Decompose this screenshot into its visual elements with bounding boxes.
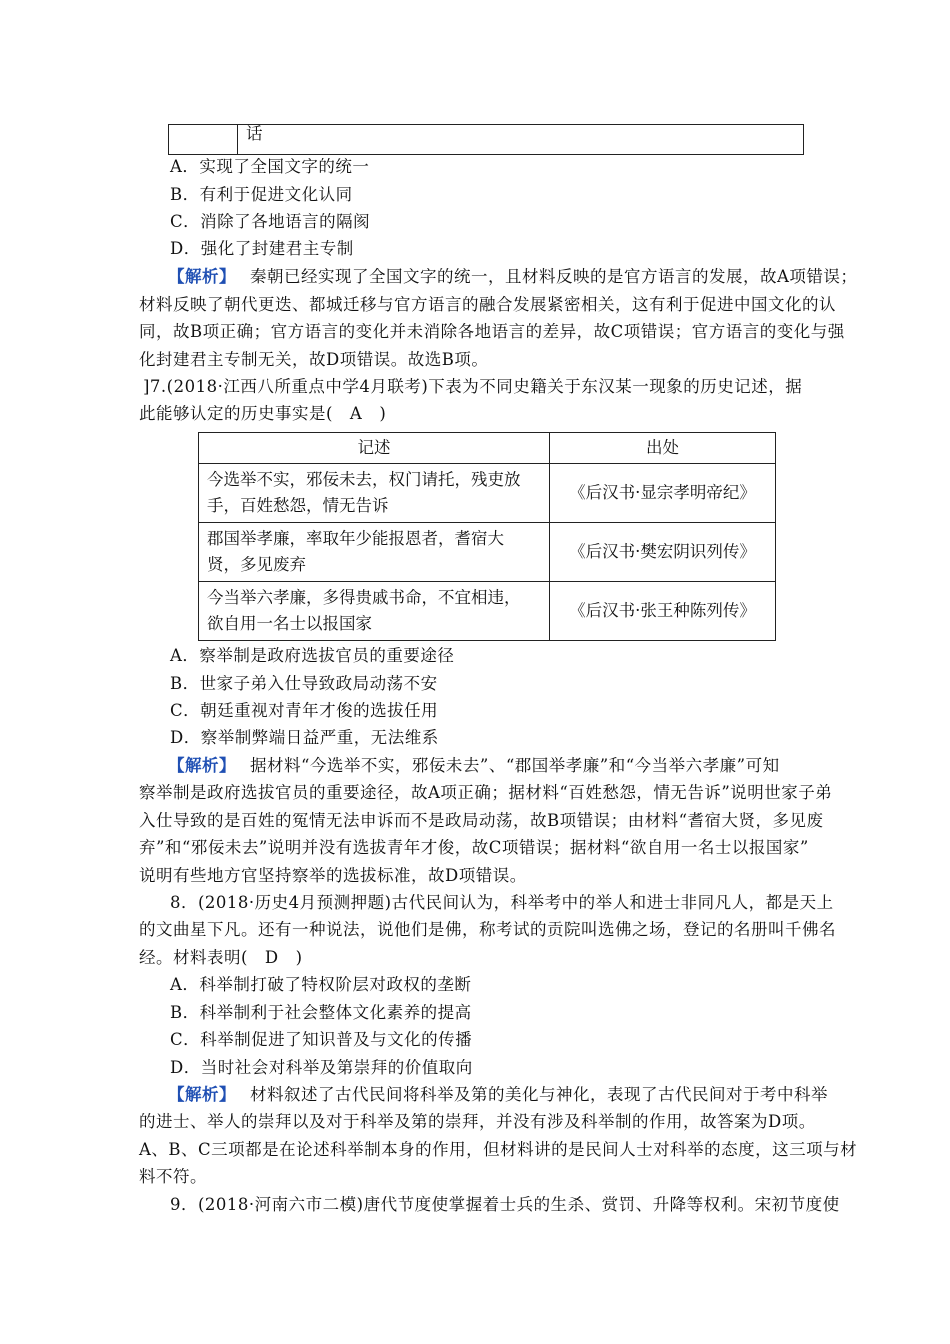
analysis-text: 材料叙述了古代民间将科举及第的美化与神化，表现了古代民间对于考中科举	[250, 1085, 828, 1104]
q7-analysis-line-4: 弃”和“邪佞未去”说明并没有选拔青年才俊，故C项错误；据材料“欲自用一名士以报国家”	[139, 838, 809, 857]
q7-option-a: A．察举制是政府选拔官员的重要途径	[170, 646, 455, 665]
q6-analysis-line-3: 同，故B项正确；官方语言的变化并未消除各地语言的差异，故C项错误；官方语言的变化与强	[139, 322, 845, 341]
q7-option-c: C．朝廷重视对青年才俊的选拔任用	[170, 701, 439, 720]
q7-option-d: D．察举制弊端日益严重，无法维系	[170, 728, 439, 747]
table-cell-source: 《后汉书·张王种陈列传》	[550, 582, 776, 641]
analysis-text: 据材料“今选举不实，邪佞未去”、“郡国举孝廉”和“今当举六孝廉”可知	[250, 756, 780, 775]
cell-line: 贤，多见废弃	[207, 555, 306, 574]
q6-option-d: D．强化了封建君主专制	[170, 239, 354, 258]
analysis-tag: 【解析】	[168, 1085, 236, 1104]
table-row	[199, 582, 776, 641]
q6-option-b: B．有利于促进文化认同	[170, 185, 353, 204]
q7-analysis-line-1	[168, 756, 780, 776]
q7-analysis-line-5: 说明有些地方官坚持察举的选拔标准，故D项错误。	[139, 866, 527, 885]
top-table-fragment	[168, 124, 804, 155]
table-row	[199, 464, 776, 523]
table-cell-description	[199, 582, 550, 641]
table-header-row	[199, 433, 776, 464]
q7-history-table	[198, 432, 776, 641]
table-cell-source: 《后汉书·显宗孝明帝纪》	[550, 464, 776, 523]
q6-analysis-line-4: 化封建君主专制无关，故D项错误。故选B项。	[139, 350, 489, 369]
q8-analysis-line-2: 的进士、举人的崇拜以及对于科举及第的崇拜，并没有涉及科举制的作用，故答案为D项。	[139, 1112, 816, 1131]
table-cell-description	[199, 523, 550, 582]
q6-analysis-line-1	[168, 267, 857, 287]
table-cell-empty	[169, 125, 238, 155]
table-cell-source: 《后汉书·樊宏阴识列传》	[550, 523, 776, 582]
table-row	[199, 523, 776, 582]
q8-option-b: B．科举制利于社会整体文化素养的提高	[170, 1003, 472, 1022]
q8-stem-line-2: 的文曲星下凡。还有一种说法，说他们是佛，称考试的贡院叫选佛之场，登记的名册叫千佛名	[139, 920, 836, 939]
q6-option-c: C．消除了各地语言的隔阂	[170, 212, 371, 231]
table-cell-description	[199, 464, 550, 523]
table-cell: 话	[238, 125, 804, 155]
cell-line: 欲自用一名士以报国家	[207, 614, 372, 633]
q8-stem-line-1: 8．(2018·历史4月预测押题)古代民间认为，科举考中的举人和进士非同凡人，都是天上	[170, 893, 834, 912]
cell-line: 今选举不实，邪佞未去，权门请托，残吏放	[207, 470, 521, 489]
analysis-text: 秦朝已经实现了全国文字的统一，且材料反映的是官方语言的发展，故A项错误；	[250, 267, 858, 286]
table-row	[169, 125, 804, 155]
q7-option-b: B．世家子弟入仕导致政局动荡不安	[170, 674, 438, 693]
q8-option-d: D．当时社会对科举及第崇拜的价值取向	[170, 1058, 473, 1077]
q9-stem-line-1: 9．(2018·河南六市二模)唐代节度使掌握着士兵的生杀、赏罚、升降等权利。宋初节度使	[170, 1195, 840, 1214]
q8-analysis-line-1	[168, 1085, 828, 1105]
table-header-source: 出处	[550, 433, 776, 464]
q7-stem-line-2: 此能够认定的历史事实是( A )	[139, 404, 387, 423]
q8-stem-line-3: 经。材料表明( D )	[139, 948, 303, 967]
q8-option-a: A．科举制打破了特权阶层对政权的垄断	[170, 975, 472, 994]
cell-line: 郡国举孝廉，率取年少能报恩者，耆宿大	[207, 529, 504, 548]
analysis-tag: 【解析】	[168, 756, 236, 775]
analysis-tag: 【解析】	[168, 267, 236, 286]
q8-option-c: C．科举制促进了知识普及与文化的传播	[170, 1030, 473, 1049]
q8-analysis-line-4: 料不符。	[139, 1167, 207, 1186]
cell-line: 今当举六孝廉，多得贵戚书命，不宜相违，	[207, 588, 521, 607]
cell-line: 手，百姓愁怨，情无告诉	[207, 496, 389, 515]
q7-analysis-line-3: 入仕导致的是百姓的冤情无法申诉而不是政局动荡，故B项错误；由材料“耆宿大贤，多见废	[139, 811, 824, 830]
q7-analysis-line-2: 察举制是政府选拔官员的重要途径，故A项正确；据材料“百姓愁怨，情无告诉”说明世家子弟	[139, 783, 833, 802]
q8-analysis-line-3: A、B、C三项都是在论述科举制本身的作用，但材料讲的是民间人士对科举的态度，这三项与材	[139, 1140, 858, 1159]
table-header-description: 记述	[199, 433, 550, 464]
q7-stem-line-1: ]7.(2018·江西八所重点中学4月联考)下表为不同史籍关于东汉某一现象的历史记述，据	[143, 377, 803, 396]
q6-option-a: A．实现了全国文字的统一	[170, 157, 370, 176]
q6-analysis-line-2: 材料反映了朝代更迭、都城迁移与官方语言的融合发展紧密相关，这有利于促进中国文化的认	[139, 295, 836, 314]
